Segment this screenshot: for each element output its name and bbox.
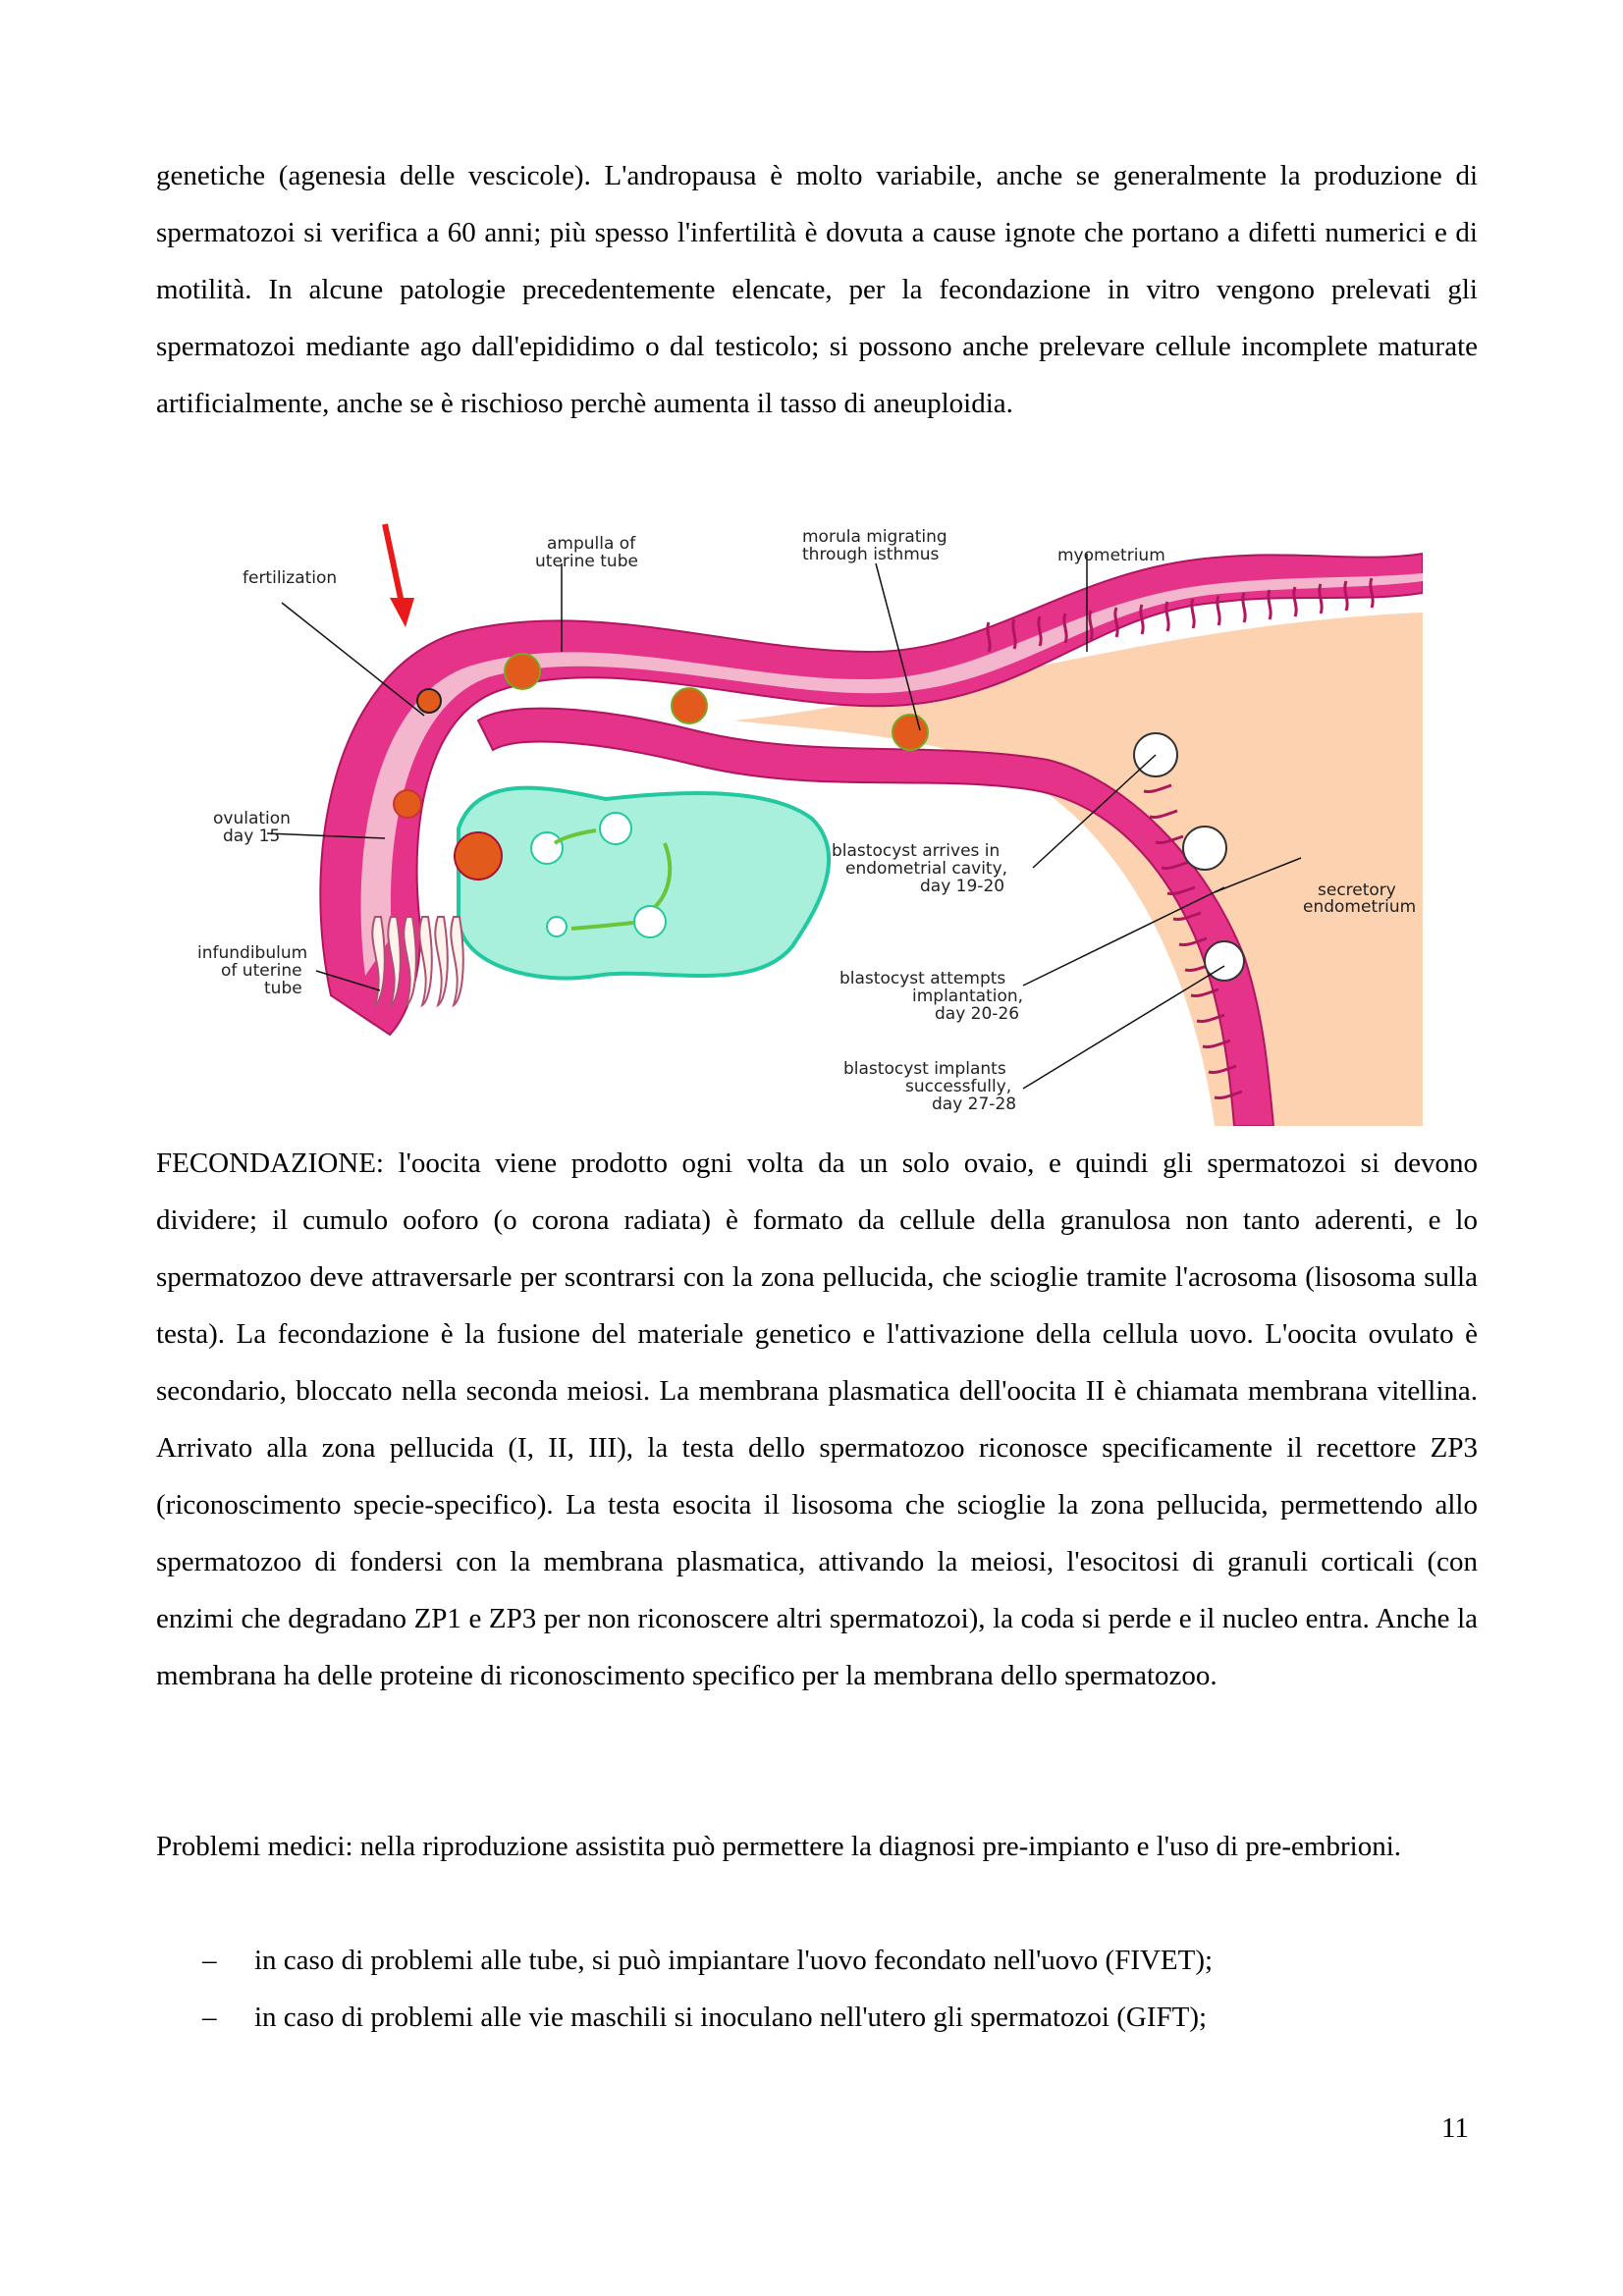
zygote-ampulla xyxy=(505,654,540,689)
label-morula-1: morula migrating xyxy=(802,527,947,547)
ovary-follicle xyxy=(600,813,631,844)
bullet-dash: – xyxy=(202,2002,217,2033)
label-infundibulum-2: of uterine xyxy=(221,961,302,981)
problemi-paragraph: Problemi medici: nella riproduzione assistita può permettere la diagnosi pre-impianto e l'uso di pre-embrioni. xyxy=(156,1831,1401,1862)
ovary-follicle xyxy=(634,906,666,937)
label-arrives-1: blastocyst arrives in xyxy=(832,841,1001,861)
label-implants-1: blastocyst implants xyxy=(843,1059,1006,1079)
label-ampulla-1: ampulla of xyxy=(547,534,636,554)
ovulated-oocyte xyxy=(394,790,421,818)
label-myometrium: myometrium xyxy=(1057,546,1165,565)
fecondazione-paragraph: FECONDAZIONE: l'oocita viene prodotto ogni volta da un solo ovaio, e quindi gli spermatozoi si devono dividere; il cumulo ooforo (o corona radiata) è formato da cellule della granulosa non tanto aderenti, e lo spermatozoo deve attraversarle per scontrarsi con la zona pellucida, che scioglie tramite l'acrosoma (lisosoma sulla testa). La fecondazione è la fusione del materiale genetico e l'attivazione della cellula uovo. L'oocita ovulato è secondario, bloccato nella seconda meiosi. La membrana plasmatica dell'oocita II è chiamata membrana vitellina. Arrivato alla zona pellucida (I, II, III), la testa dello spermatozoo riconosce specificamente il recettore ZP3 (riconoscimento specie-specifico). La testa esocita il lisosoma che scioglie la zona pellucida, permettendo allo spermatozoo di fondersi con la membrana plasmatica, attivando la meiosi, l'esocitosi di granuli corticali (con enzimi che degradano ZP1 e ZP3 per non riconoscere altri spermatozoi), la coda si perde e il nucleo entra. Anche la membrana ha delle proteine di riconoscimento specifico per la membrana dello spermatozoo. xyxy=(156,1148,1478,1691)
ovary-follicle xyxy=(531,832,563,864)
bullet-text: in caso di problemi alle vie maschili si inoculano nell'utero gli spermatozoi (GIFT); xyxy=(254,2002,1208,2033)
bullet-dash: – xyxy=(202,1945,217,1976)
label-attempts-1: blastocyst attempts xyxy=(839,969,1006,988)
blastocyst-attempt xyxy=(1183,827,1226,870)
label-morula-2: through isthmus xyxy=(802,545,940,564)
label-implants-3: day 27-28 xyxy=(932,1095,1017,1114)
label-arrives-3: day 19-20 xyxy=(920,877,1005,896)
label-attempts-2: implantation, xyxy=(912,987,1024,1006)
label-infundibulum-3: tube xyxy=(264,979,302,998)
morula-isthmus xyxy=(893,715,928,750)
morula-tube xyxy=(672,688,707,723)
intro-paragraph: genetiche (agenesia delle vescicole). L'andropausa è molto variabile, anche se generalmente la produzione di spermatozoi si verifica a 60 anni; più spesso l'infertilità è dovuta a cause ignote che portano a difetti numerici e di motilità. In alcune patologie precedentemente elencate, per la fecondazione in vitro vengono prelevati gli spermatozoi mediante ago dall'epididimo o dal testicolo; si possono anche prelevare cellule incomplete maturate artificialmente, anche se è rischioso perchè aumenta il tasso di aneuploidia. xyxy=(156,160,1478,419)
label-secretory-2: endometrium xyxy=(1303,897,1417,917)
label-ampulla-2: uterine tube xyxy=(535,552,638,571)
label-infundibulum-1: infundibulum xyxy=(197,943,308,963)
fertilized-egg xyxy=(417,689,441,713)
uterine-tube-diagram xyxy=(184,505,1423,1126)
label-attempts-3: day 20-26 xyxy=(935,1004,1020,1024)
label-secretory-1: secretory xyxy=(1318,881,1396,900)
bullet-text: in caso di problemi alle tube, si può impiantare l'uovo fecondato nell'uovo (FIVET); xyxy=(254,1945,1214,1976)
label-fertilization: fertilization xyxy=(243,568,338,588)
label-implants-2: successfully, xyxy=(905,1077,1012,1096)
label-ovulation-2: day 15 xyxy=(223,827,281,846)
page-number: 11 xyxy=(1441,2112,1469,2144)
ovary-follicle xyxy=(547,917,567,936)
ruptured-follicle xyxy=(455,832,502,880)
label-arrives-2: endometrial cavity, xyxy=(845,859,1008,879)
ovary xyxy=(459,788,829,979)
label-ovulation-1: ovulation xyxy=(213,809,291,828)
